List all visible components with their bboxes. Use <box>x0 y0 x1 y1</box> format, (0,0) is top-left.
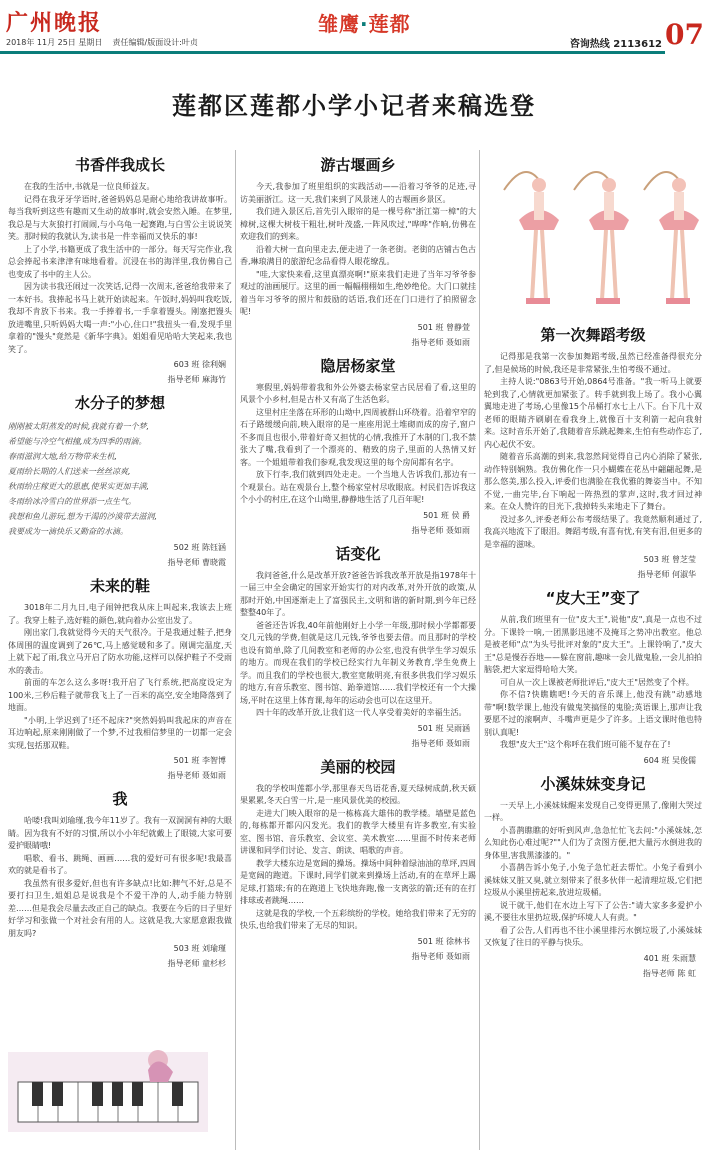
article-paragraph: 记得那是我第一次参加舞蹈考级,虽然已经准备得很充分了,但是候场的时候,我还是非常紧张,生怕考级不通过。 <box>484 352 702 374</box>
author-byline: 603 班 徐利娴 <box>173 360 226 369</box>
piano-illustration <box>8 1032 208 1132</box>
article-paragraph: 3018年二月九日,电子闹钟把我从床上叫起来,我该去上班了。我穿上鞋子,选好鞋的颜色,就向着办公室出发了。 <box>8 603 232 625</box>
article-paragraph: 一天早上,小溪妹妹醒来发现自己变得更黑了,像刚大哭过一样。 <box>484 800 702 822</box>
article-paragraph: 从前,我们班里有一位"皮大王",说他"皮",真是一点也不过分。下课铃一响,一团黑影迅速不及掩耳之势冲出教室。他总是被老师"点"为头号批评对象的"皮大王"。上课铃响了,"皮大王"总是慢吞吞地——躲在窗前,趣味一会儿做鬼脸,一会儿拍拍脑袋,把大家逗得哈哈大笑。 <box>484 615 702 674</box>
masthead <box>0 0 708 52</box>
article-paragraph: 刚出家门,我就觉得今天的天气很冷。于是我通过鞋子,把身体周围的温度调到了26℃,马上感觉暖和多了。刚调完温度,天上就下起了雨,我立马开启了防水功能,这样可以保护鞋子不受雨水的袭击。 <box>8 628 232 675</box>
article-paragraph: 小喜鹊告诉小兔子,小兔子急忙赶去帮忙。小兔子看到小溪妹妹又脏又臭,就立刻带来了很多伙伴一起清理垃圾,它们把垃圾从小溪里捞起来,放进垃圾桶。 <box>484 863 702 897</box>
section-a: 雏鹰 <box>318 12 360 36</box>
section-separator: · <box>360 12 369 36</box>
author-byline: 501 班 曾静萱 <box>417 322 470 332</box>
article-paragraph: 沿着大树一直向里走去,便走进了一条老街。老街的店铺古色古香,琳琅满目的旅游纪念品看得人眼花缭乱。 <box>240 244 476 266</box>
author-byline: 503 班 刘瑜瑾 <box>173 944 226 953</box>
article-title: “皮大王”变了 <box>545 589 641 607</box>
article-paragraph: 我的学校叫莲都小学,那里春天鸟语花香,夏天绿树成荫,秋天硕果累累,冬天白雪一片,是一座风景优美的校园。 <box>240 783 476 805</box>
author-byline: 501 班 徐林书 <box>417 936 470 946</box>
article-paragraph: 因为读书我还闹过一次笑话,记得一次周末,爸爸给我带来了一本好书。我捧起书马上就开始读起来。午饭时,妈妈叫我吃饭,我却不肯放下书来。我一手捧着书,一手拿着馒头。刚塞把馒头放进嘴里,只听妈妈大喝一声:"小心,住口!"我扭头一看,发现手里拿着的"馒头"竟然是《新华字典》。姐姐看见哈哈大笑起来,我也笑了。 <box>8 282 232 354</box>
article-paragraph: 刚刚被太阳蒸发的时候,我就有着一个梦, <box>8 422 150 431</box>
article-pi-dawang <box>484 587 702 767</box>
author-byline: 501 班 李智博 <box>173 756 226 765</box>
article-paragraph: 春雨滋润大地,给万物带来生机, <box>8 452 118 461</box>
article-paragraph: 这里村庄坐落在环形的山坳中,四周被群山环绕着。沿着窄窄的石子路缓缓向前,映入眼帘的是一座座用泥土堆砌而成的房子,窗户不多而且也很小,带着好奇又担忧的心情,我推开了木制的门,我不禁张大了嘴,我看到了一个漂亮的、精致的房子,里面的人热情又好客。一个姐姐带着我们参观,我发现这里的每个房间都有名字。 <box>240 407 476 467</box>
article-paragraph: 教学大楼东边是宽阔的操场。操场中间种着绿油油的草坪,四周是宽阔的跑道。下课时,同学们就来到操场上活动,有的在草坪上踢足球,打篮球;有的在跑道上飞快地奔跑,像一支离弦的箭;还有的在打排球或者跳绳…… <box>240 858 476 905</box>
author-byline: 401 班 朱雨慧 <box>643 953 696 963</box>
article-paragraph: 希望能与冷空气相撞,成为四季的雨滴。 <box>8 437 147 446</box>
article-paragraph: 走进大门映入眼帘的是一栋栋高大雄伟的教学楼。墙壁是蓝色的,每栋都开都闪闪发光。我们的教学大楼里有许多教室,有实验室、图书馆、音乐教室、会议室、美术教室……里面不时传来老师讲课和同学们讨论、发言、朗读、唱歌的声音。 <box>240 808 476 855</box>
author-byline: 502 班 陈钰涵 <box>173 543 226 552</box>
dateline <box>6 37 198 48</box>
article-yangjiatang <box>240 355 476 537</box>
column-divider <box>235 150 236 1150</box>
article-paragraph: "小明,上学迟到了!还不起床?"突然妈妈叫我起床的声音在耳边响起,原来刚刚做了一个梦,不过我相信梦里的一切都一定会实现,包括那双鞋。 <box>8 715 232 750</box>
teacher-byline: 指导老师 童杉杉 <box>167 959 226 968</box>
article-title: 美丽的校园 <box>320 757 396 776</box>
header-rule <box>0 51 665 54</box>
author-byline: 501 班 侯 爵 <box>423 510 470 520</box>
teacher-byline: 指导老师 聂如雨 <box>411 525 470 535</box>
article-paragraph: 寒假里,妈妈带着我和外公外婆去杨家堂古民居看了看,这里的风景个小乡村,但是古朴又有高了生活色彩。 <box>240 382 476 404</box>
teacher-byline: 指导老师 何淑华 <box>637 570 696 579</box>
article-paragraph: 我虽然有很多爱好,但也有许多缺点!比如:脾气不好,总是不要打扫卫生,姐姐总是说我是个不爱干净的人,动手能力特别差……但是我会尽量去改正自己的缺点。我要在今后的日子里好好学习和张做一个对社会有用的人。这就是我,大家愿意跟我做朋友吗? <box>8 878 232 938</box>
article-paragraph: 夏雨给长期的人们送来一丝丝凉爽, <box>8 467 131 476</box>
article-gu-yan-hua-xiang <box>240 154 476 349</box>
author-byline: 501 班 吴雨涵 <box>417 723 470 733</box>
article-paragraph: 哈喽!我叫刘瑜瑾,我今年11岁了。我有一双洞洞有神的大眼睛。因为我有不好的习惯,所以小小年纪就戴上了眼镜,大家可要爱护眼睛哦! <box>8 816 232 850</box>
article-title: 话变化 <box>335 544 381 563</box>
teacher-byline: 指导老师 曹晓霞 <box>167 558 226 567</box>
column-2 <box>240 150 476 1160</box>
article-title: 小溪妹妹变身记 <box>540 774 646 793</box>
article-wo <box>8 788 232 970</box>
article-weilai-de-xie <box>8 575 232 782</box>
article-paragraph: 今天,我参加了班里组织的实践活动——沿着习爷爷的足迹,寻访美丽浙江。这一天,我们来到了风景迷人的古堰画乡景区。 <box>240 182 476 204</box>
editors: 责任编辑/版面设计:叶贞 <box>112 38 198 47</box>
teacher-byline: 指导老师 聂如雨 <box>411 337 470 347</box>
article-shuxiang <box>8 154 232 386</box>
article-paragraph: 说干就干,他们在水边上写下了公告:"请大家多多爱护小溪,不要往水里扔垃圾,保护环境人人有责。" <box>484 900 702 922</box>
page-headline: 莲都区莲都小学小记者来稿选登 <box>172 92 536 120</box>
article-paragraph: 四十年的改革开放,让我们这一代人享受着美好的幸福生活。 <box>256 708 467 717</box>
article-paragraph: 我想和鱼儿游玩,想为干渴的沙漠带去滋润, <box>8 512 158 521</box>
column-divider <box>479 150 480 1150</box>
article-paragraph: 冬雨给冰冷雪白的世界添一点生气。 <box>8 497 136 506</box>
ballerinas-illustration <box>484 150 702 320</box>
article-title: 我 <box>112 790 128 808</box>
article-paragraph: 可自从一次上课被老师批评后,"皮大王"居然变了个样。 <box>500 677 694 687</box>
article-title: 书香伴我成长 <box>74 156 165 174</box>
article-xiaoyuan <box>240 756 476 963</box>
article-paragraph: 秋雨给庄稼更大的恩惠,使果实更加丰满, <box>8 482 150 491</box>
teacher-byline: 指导老师 聂如雨 <box>411 738 470 748</box>
article-paragraph: 没过多久,评委老师公布考级结果了。我竟然顺利通过了,我高兴地流下了眼泪。舞蹈考级,有喜有忧,有笑有泪,但更多的是幸福的滋味。 <box>484 514 702 549</box>
article-paragraph: 随着音乐高潮的到来,我忽然间觉得自己内心消除了紧张,动作特别娴熟。我仿佛化作一只小蝴蝶在花丛中翩翩起舞,是那么悠美,那么投入,评委们也满脸在我优雅的舞姿当中。不知不觉,一曲完毕,台下响起一阵热烈的掌声,这时,我才回过神来。在众人赞许的目光下,我掉转头来地走下了舞台。 <box>484 452 702 511</box>
article-xiaoxi-meimei <box>484 773 702 980</box>
article-paragraph: 爸爸还告诉我,40年前他刚好上小学一年级,那时候小学都都要交几元钱的学费,但就是这几元钱,爷爷也要去借。而且那时的学校也设有简单,除了几间教室和老师的办公室,也没有供学生学习娱乐的地方。而现在我们的学校已经实行九年制义务教育,学生免费上学。而且我们的学校也很大,教室宽敞明亮,有很多供我们学习娱乐的地方,有音乐教室、图书馆、跆拳道馆……我们学校还有一个大操场,平时在这里上体育课,每年的运动会也可以在这里开。 <box>240 620 476 705</box>
teacher-byline: 指导老师 麻海竹 <box>167 375 226 384</box>
article-paragraph: 在我的生活中,书就是一位良师益友。 <box>24 182 155 191</box>
hotline: 咨询热线 2113612 <box>569 39 662 50</box>
article-paragraph: 这就是我的学校,一个五彩缤纷的学校。她给我们带来了无穷的快乐,也给我们带来了无尽的知识。 <box>240 908 476 930</box>
article-paragraph: "哇,大家快来看,这里真漂亮啊!"原来我们走进了当年习爷爷参观过的油画展厅。这里的画一幅幅栩栩如生,绝妙绝伦。大门口就挂着当年习爷爷的照片和鼓励的话语,我们还在门口进行了拍照留念呢! <box>240 269 476 316</box>
article-paragraph: 上了小学,书籍更成了我生活中的一部分。每天写完作业,我总会捧起书来津津有味地看着。沉浸在书的海洋里,我仿佛自己也变成了书中的主人公。 <box>8 244 232 279</box>
article-title: 隐居杨家堂 <box>320 356 396 375</box>
author-byline: 604 班 吴俊儒 <box>643 755 696 765</box>
author-byline: 503 班 曾芝莹 <box>643 555 696 564</box>
page-number: 07 <box>665 18 704 51</box>
article-paragraph: 主持人说:"0863号开始,0864号准备。"我一听马上就要轮到我了,心情就更加紧张了。转手就到我上场了。我小心翼翼地走进了考场,心里像15个吊桶打水七上八下。台下几十双老师的眼睛齐刷刷在看我身上,就像百十支利箭一起向我射来。这时音乐开始了,我随着音乐跳起舞来,生怕有些动作忘了,内心起伏不安。 <box>484 377 702 449</box>
article-title: 水分子的梦想 <box>74 394 165 412</box>
article-paragraph: 我想"皮大王"这个称呼在我们班可能不复存在了! <box>500 740 671 749</box>
article-title: 未来的鞋 <box>89 577 150 595</box>
newspaper-logo: 广州晚报 <box>6 10 103 36</box>
teacher-byline: 指导老师 聂如雨 <box>411 951 470 961</box>
section-title <box>318 8 411 37</box>
teacher-byline: 指导老师 陈 虹 <box>642 968 696 978</box>
issue-date: 2018年 11月 25日 星期日 <box>6 38 103 47</box>
article-shuifenzi <box>8 392 232 569</box>
article-paragraph: 我要成为一滴快乐又勤奋的水滴。 <box>8 527 128 536</box>
article-paragraph: 放下行李,我们就到四处走走。一个当地人告诉我们,那边有一个观景台。站在观景台上,整个杨家堂村尽收眼底。村民们告诉我这个小小的村庄,在这个山坳里,静静地生活了几百年呢! <box>240 470 476 504</box>
article-paragraph: 我们进入景区后,首先引入眼帘的是一棵号称"浙江第一樟"的大樟树,这棵大树枝干粗壮,树叶茂盛,一阵风吹过,"哗哗"作响,仿佛在欢迎我们的到来。 <box>240 207 476 241</box>
article-title: 游古堰画乡 <box>320 156 396 174</box>
teacher-byline: 指导老师 聂如雨 <box>167 771 226 780</box>
column-1 <box>8 150 232 1160</box>
article-paragraph: 记得在我牙牙学语时,爸爸妈妈总是耐心地给我讲故事听。每当我听到这些有趣而又生动的故事时,就会安然入睡。在梦里,我总是与大灰狼打打闹闹,与小乌龟一起赛跑,与白雪公主说说笑笑。那时候的我就认为,读书是一件幸福而又快乐的事! <box>8 194 232 241</box>
article-wudao-kaoji <box>484 324 702 581</box>
article-hua-bianhua <box>240 543 476 750</box>
article-paragraph: 小喜鹊瞧瞧的好听到风声,急急忙忙飞去问:"小溪妹妹,怎么知此伤心难过呢?""人们为了贪图方便,把大量污水倒进我的身体里,害我黑漆漆的。" <box>484 825 702 860</box>
section-b: 莲都 <box>368 12 411 36</box>
article-paragraph: 前面的车怎么这么多呀!我开启了飞行系统,把高度设定为100米,三秒后鞋子就带我飞上了一百米的高空,安全地降落到了地面。 <box>8 678 232 712</box>
article-title: 第一次舞蹈考级 <box>540 326 646 344</box>
article-paragraph: 你不信?快瞧瞧吧!今天的音乐课上,他没有跳"动感地带"啊!数学课上,他没有做鬼笑搞怪的鬼脸;英语课上,那声让我要愿不过的滚啊声、斗嘴声更是少了许多。上语文课时他也特别认真呢! <box>484 690 702 737</box>
article-paragraph: 我问爸爸,什么是改革开放?爸爸告诉我改革开放是指1978年十一届三中全会确定的国家开始实行的对内改革,对外开放的政策,从那时开始,中国逐渐走上了富强民主,文明和谐的新时期,到今年已经整整40年了。 <box>240 570 476 617</box>
article-paragraph: 看了公告,人们再也不往小溪里排污水倒垃圾了,小溪妹妹又恢复了往日的平静与快乐。 <box>484 925 702 947</box>
article-paragraph: 唱歌、看书、跳绳、画画……我的爱好可有很多呢!我最喜欢的就是看书了。 <box>8 853 232 875</box>
